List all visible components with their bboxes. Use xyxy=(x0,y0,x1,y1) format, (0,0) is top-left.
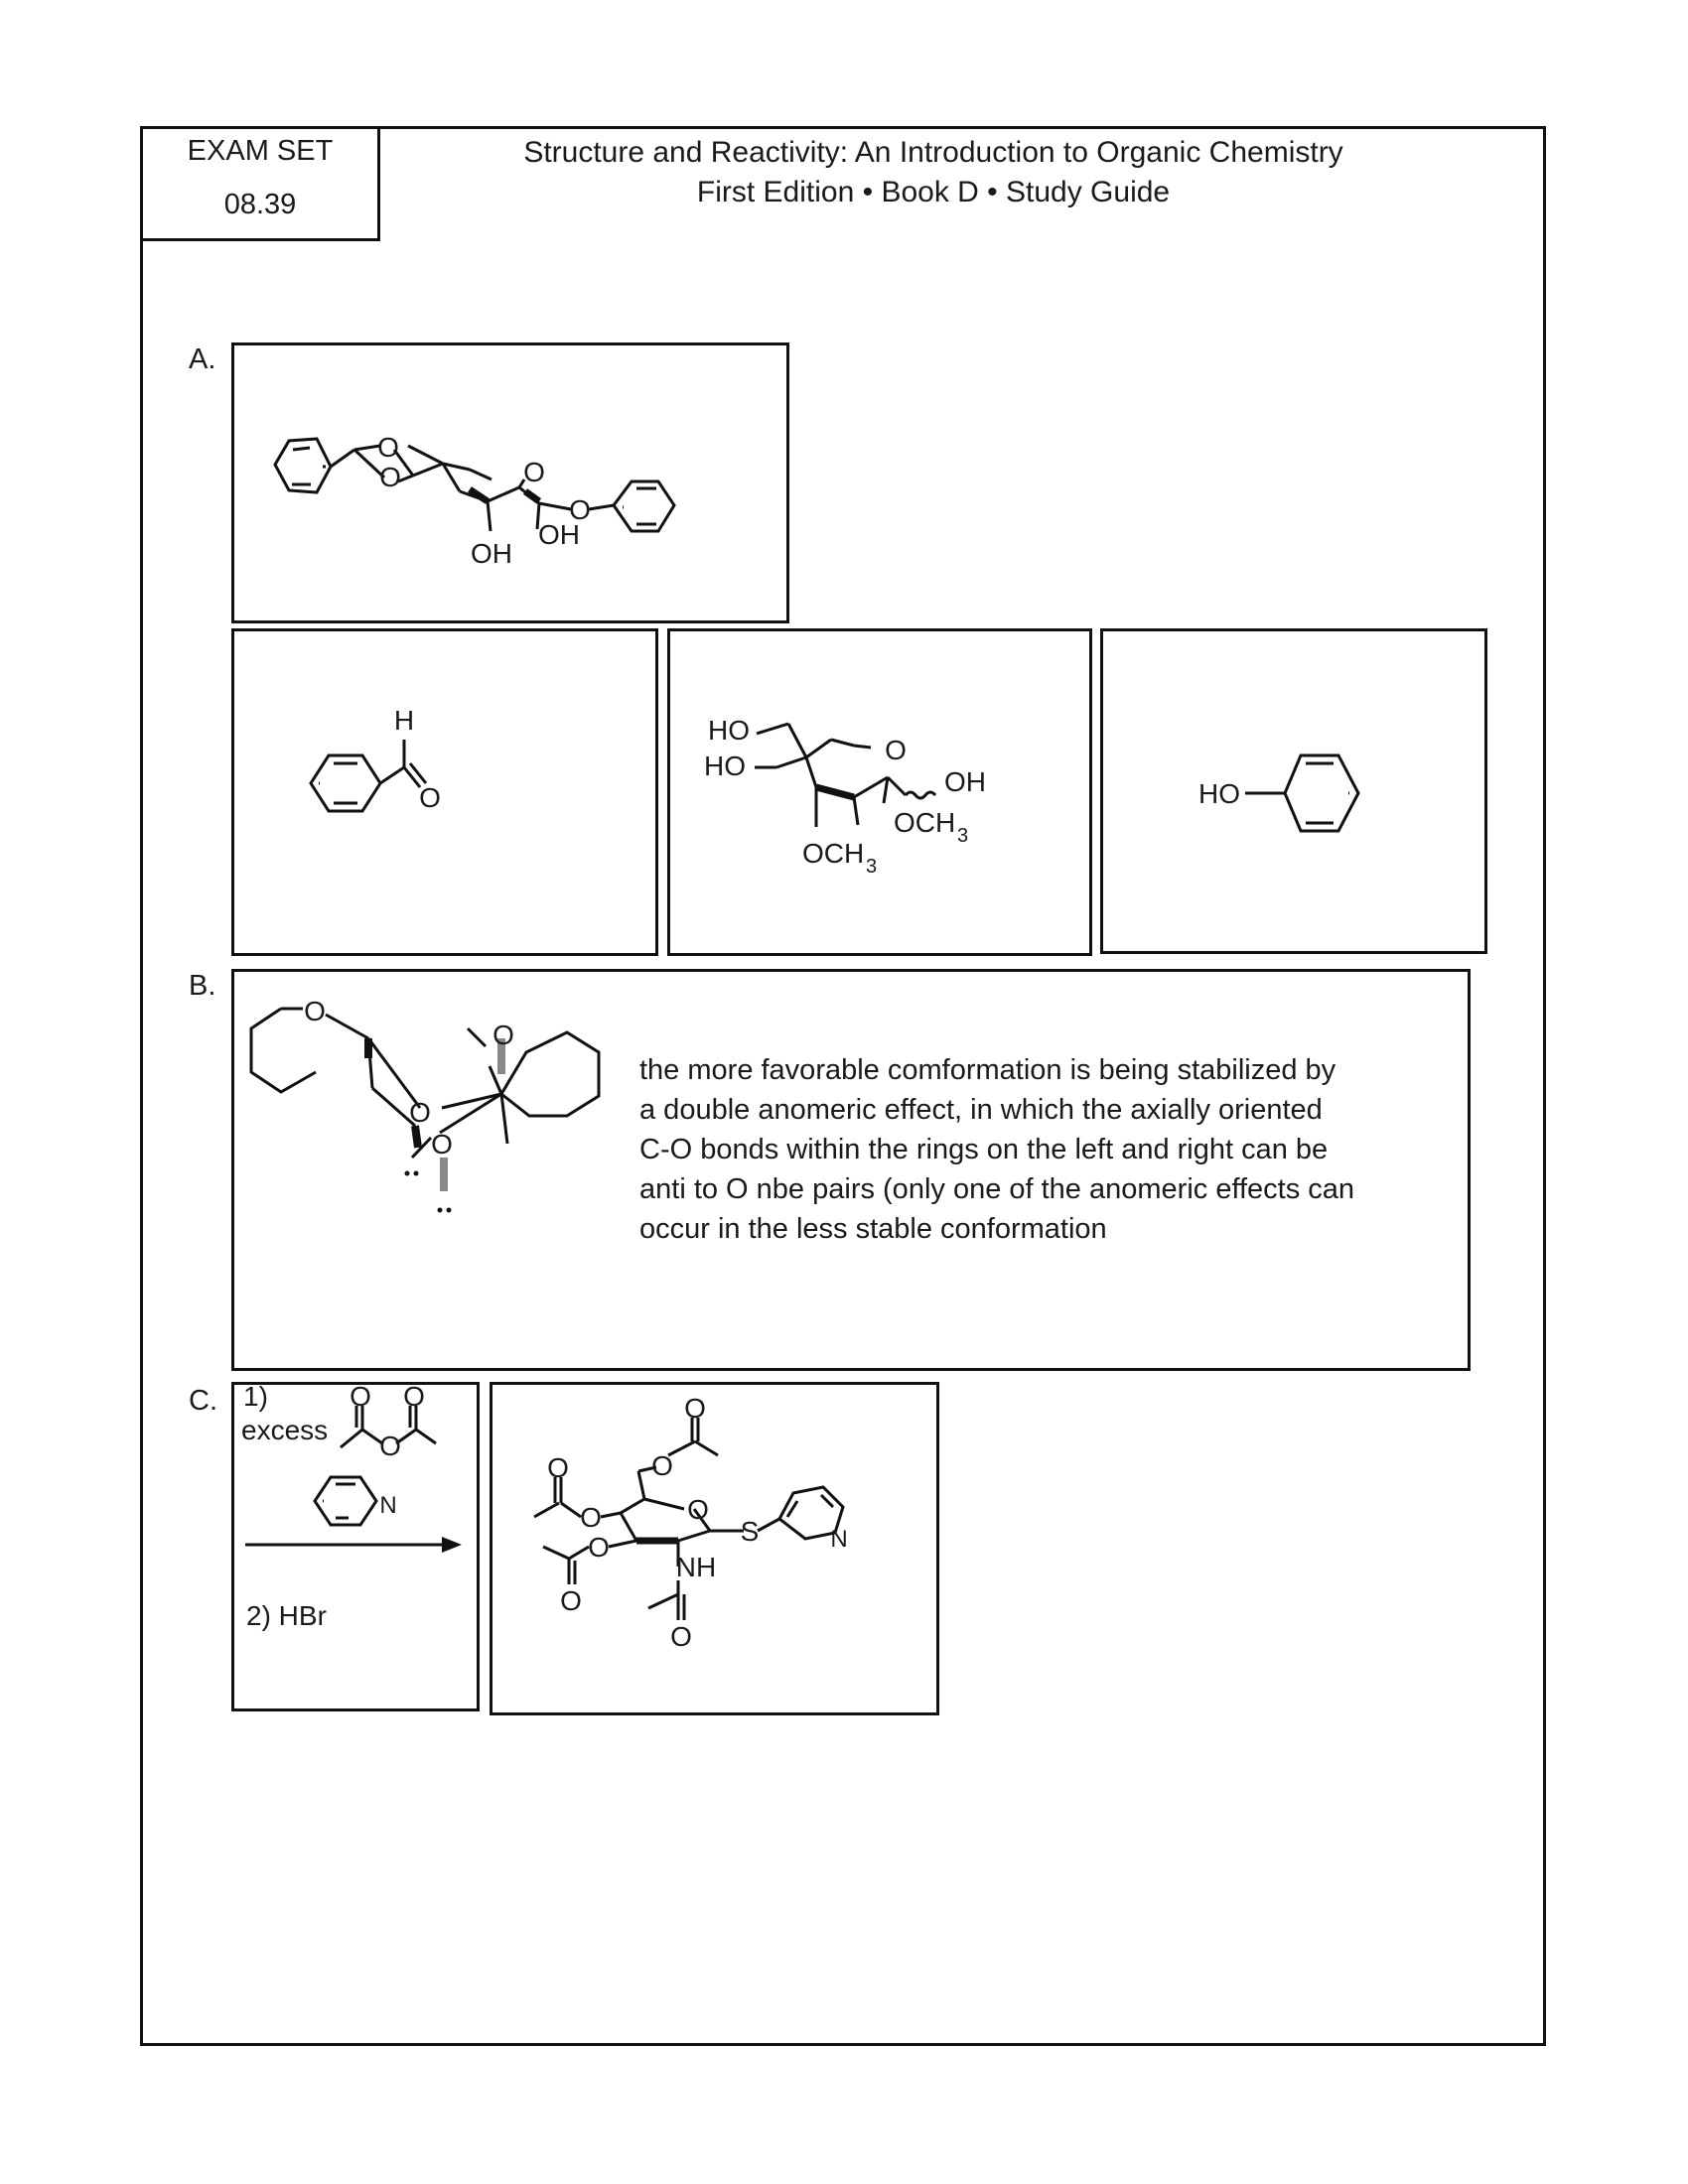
atom-label: N xyxy=(379,1492,397,1519)
atom-label: O xyxy=(684,1393,706,1424)
atom-label: OH xyxy=(471,538,512,569)
atom-label: O xyxy=(560,1585,582,1616)
atom-label: O xyxy=(547,1452,569,1483)
exam-set-box xyxy=(140,126,380,241)
atom-label: O xyxy=(569,494,591,525)
explanation-line: C-O bonds within the rings on the left and right can be xyxy=(639,1134,1329,1165)
exam-set-label: EXAM SET xyxy=(187,135,334,167)
phenol-structure xyxy=(1100,628,1487,954)
benzaldehyde-structure xyxy=(231,628,658,956)
spiroketal-structure xyxy=(231,969,648,1297)
atom-label: 3 xyxy=(957,825,969,847)
atom-label: O xyxy=(651,1450,673,1481)
atom-label: OH xyxy=(944,766,986,797)
product-a-structure xyxy=(231,342,789,623)
atom-label: HO xyxy=(708,715,750,746)
reaction-conditions-drawing xyxy=(231,1382,480,1711)
atom-label: O xyxy=(431,1129,453,1160)
explanation-line: a double anomeric effect, in which the axially oriented xyxy=(639,1094,1323,1126)
atom-label: O xyxy=(419,782,441,813)
section-b-label: B. xyxy=(189,970,216,1002)
excess-label: excess xyxy=(241,1415,329,1445)
atom-label: O xyxy=(377,432,399,463)
atom-label: NH xyxy=(675,1552,717,1582)
atom-label: OCH xyxy=(894,807,956,838)
atom-label: O xyxy=(492,1020,514,1050)
atom-label: OH xyxy=(538,519,580,550)
atom-label: O xyxy=(409,1097,431,1128)
atom-label: S xyxy=(740,1516,760,1547)
atom-label: O xyxy=(670,1621,692,1652)
atom-label: O xyxy=(885,735,907,765)
atom-label: O xyxy=(580,1502,602,1533)
header-title: Structure and Reactivity: An Introduction to Organic Chemistry xyxy=(523,136,1343,169)
section-a-label: A. xyxy=(189,343,216,375)
explanation-line: anti to O nbe pairs (only one of the anomeric effects can xyxy=(639,1173,1355,1205)
atom-label: 3 xyxy=(866,856,878,878)
atom-label: O xyxy=(379,1431,401,1461)
atom-label: O xyxy=(588,1532,610,1563)
atom-label: OCH xyxy=(802,838,865,869)
methylated-glucose-structure xyxy=(667,628,1092,956)
header-subtitle: First Edition • Book D • Study Guide xyxy=(696,176,1171,208)
atom-label: O xyxy=(403,1382,425,1412)
exam-set-number: 08.39 xyxy=(223,189,297,220)
section-c-label: C. xyxy=(189,1385,217,1417)
atom-label: N xyxy=(830,1526,848,1553)
atom-label: O xyxy=(687,1494,709,1525)
atom-label: HO xyxy=(1198,778,1240,809)
step-2-label: 2) HBr xyxy=(246,1600,327,1631)
explanation-line: occur in the less stable conformation xyxy=(639,1213,1107,1245)
anomeric-explanation xyxy=(639,1050,1454,1249)
atom-label: O xyxy=(304,996,326,1026)
explanation-line: the more favorable comformation is being stabilized by xyxy=(639,1054,1336,1086)
atom-label: HO xyxy=(704,751,746,781)
thioglycoside-product-structure xyxy=(490,1382,939,1715)
step-1-label: 1) xyxy=(243,1381,268,1412)
atom-label: H xyxy=(393,705,415,736)
atom-label: O xyxy=(523,457,545,487)
atom-label: O xyxy=(379,462,401,492)
atom-label: O xyxy=(350,1382,371,1412)
